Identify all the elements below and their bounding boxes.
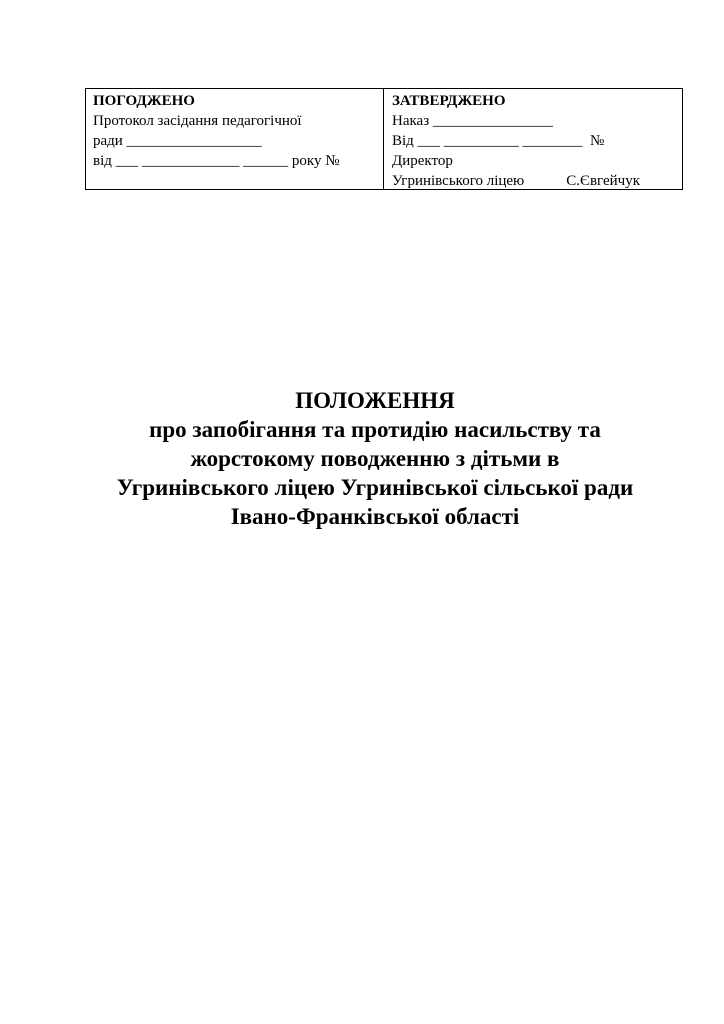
- approval-cell-agreed: [86, 89, 384, 189]
- title-line-institution: Угринівського ліцею Угринівської сільської ради: [116, 475, 634, 500]
- approved-line-order-blank: Наказ ________________: [392, 113, 553, 129]
- title-line-polozhennia: ПОЛОЖЕННЯ: [295, 388, 455, 413]
- approval-cell-approved: [384, 89, 682, 189]
- director-name: С.Євгейчук: [566, 173, 640, 189]
- title-line-subject-2: жорстокому поводженню з дітьми в: [190, 446, 560, 471]
- approved-signature-line: [392, 171, 678, 191]
- approval-table: [85, 88, 683, 190]
- approved-line-director: Директор: [392, 153, 453, 169]
- document-title: [67, 386, 683, 531]
- approved-header: ЗАТВЕРДЖЕНО: [392, 93, 506, 109]
- agreed-line-date-blank: від ___ _____________ ______ року №: [93, 153, 340, 169]
- approved-line-date-blank: Від ___ __________ ________ №: [392, 133, 605, 149]
- agreed-line-rady-blank: ради __________________: [93, 133, 262, 149]
- agreed-line-protocol: Протокол засідання педагогічної: [93, 113, 302, 129]
- lyceum-name: Угринівського ліцею: [392, 173, 525, 189]
- title-line-subject-1: про запобігання та протидію насильству та: [149, 417, 601, 442]
- agreed-header: ПОГОДЖЕНО: [93, 93, 195, 109]
- title-line-region: Івано-Франківської області: [230, 504, 520, 529]
